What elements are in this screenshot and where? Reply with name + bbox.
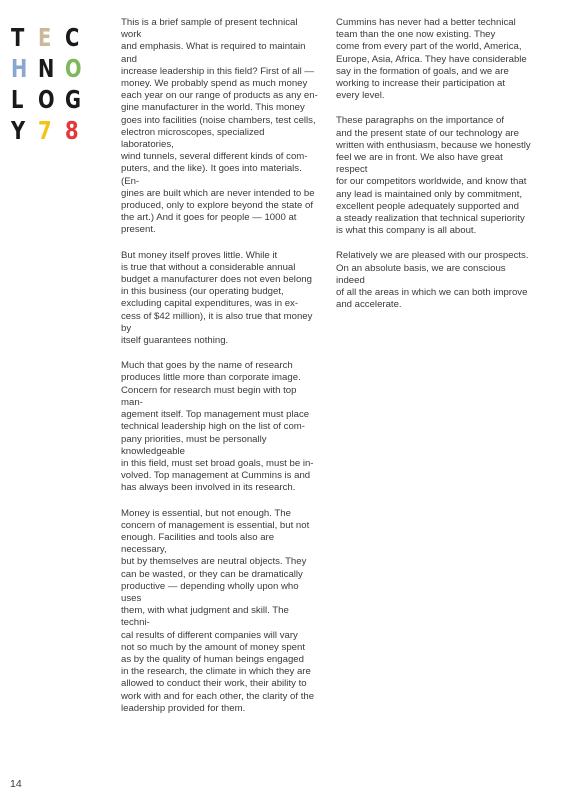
logo-letter: 7 bbox=[38, 116, 52, 145]
logo-letter: E bbox=[38, 23, 52, 52]
body-paragraph: Money is essential, but not enough. The concern of management is essential, but not enough. Facilities and tools also are necessary, but by themselves are neutral objects. They can be wasted, or they can be dramatically productive — depending wholly upon who uses them, with what judgment and skill. The techni- cal results of different companies will vary not so much by the amount of money spent as by the quality of human beings engaged in the research, the climate in which they are allowed to conduct their work, their ability to work with and for each other, the clarity of the leadership provided for them. bbox=[121, 507, 315, 714]
logo-letter: G bbox=[65, 85, 82, 114]
page-number: 14 bbox=[10, 778, 22, 790]
logo-letter: Y bbox=[11, 116, 26, 145]
body-paragraph: These paragraphs on the importance of and the present state of our technology are written with enthusiasm, because we honestly feel we are in front. We also have great respect for our competitors worldwide, and know that any lead is maintained only by commitment, excellent people adequately supported and a steady realization that technical superiority is what this company is all about. bbox=[336, 115, 531, 237]
body-paragraph: Much that goes by the name of research produces little more than corporate image. Concern for research must begin with top man- agement itself. Top management must place technical leadership high on the list of com- pany priorities, must be personally knowledgeable in this field, must set broad goals, must be in- volved. Top management at Cummins is and has always been involved in its research. bbox=[121, 360, 314, 494]
technology-78-logo bbox=[11, 22, 92, 146]
logo-letter: 8 bbox=[65, 116, 79, 145]
logo-letter: O bbox=[65, 54, 82, 83]
logo-letter: T bbox=[11, 23, 25, 52]
logo-letter: H bbox=[11, 54, 28, 83]
body-paragraph: But money itself proves little. While it is true that without a considerable annual budget a manufacturer does not even belong in this business (our operating budget, excluding capital expenditures, was in ex- cess of $42 million), it is also true that money by itself guarantees nothing. bbox=[121, 249, 313, 347]
right-text-column bbox=[336, 17, 536, 324]
logo-letter: N bbox=[38, 54, 55, 83]
left-text-column bbox=[121, 17, 318, 728]
logo-letter: O bbox=[38, 85, 55, 114]
body-paragraph: Relatively we are pleased with our prospects. On an absolute basis, we are conscious indeed of all the areas in which we can both improve and accelerate. bbox=[336, 250, 529, 311]
logo-letter: C bbox=[65, 23, 80, 52]
body-paragraph: Cummins has never had a better technical team than the one now existing. They come from every part of the world, America, Europe, Asia, Africa. They have considerable say in the formation of goals, and we are working to increase their participation at every level. bbox=[336, 17, 527, 102]
logo-letter: L bbox=[11, 85, 24, 114]
body-paragraph: This is a brief sample of present technical work and emphasis. What is required to maintain and increase leadership in this field? First of all — money. We probably spend as much money each year on our range of products as any en- gine manufacturer in the world. This money goes into facilities (noise chambers, test cells, electron microscopes, specialized laboratories, wind tunnels, several different kinds of com- puters, and the like). It goes into materials. (En- gines are built which are never intended to be produced, only to explore beyond the state of the art.) And it goes for people — 1000 at present. bbox=[121, 17, 318, 236]
